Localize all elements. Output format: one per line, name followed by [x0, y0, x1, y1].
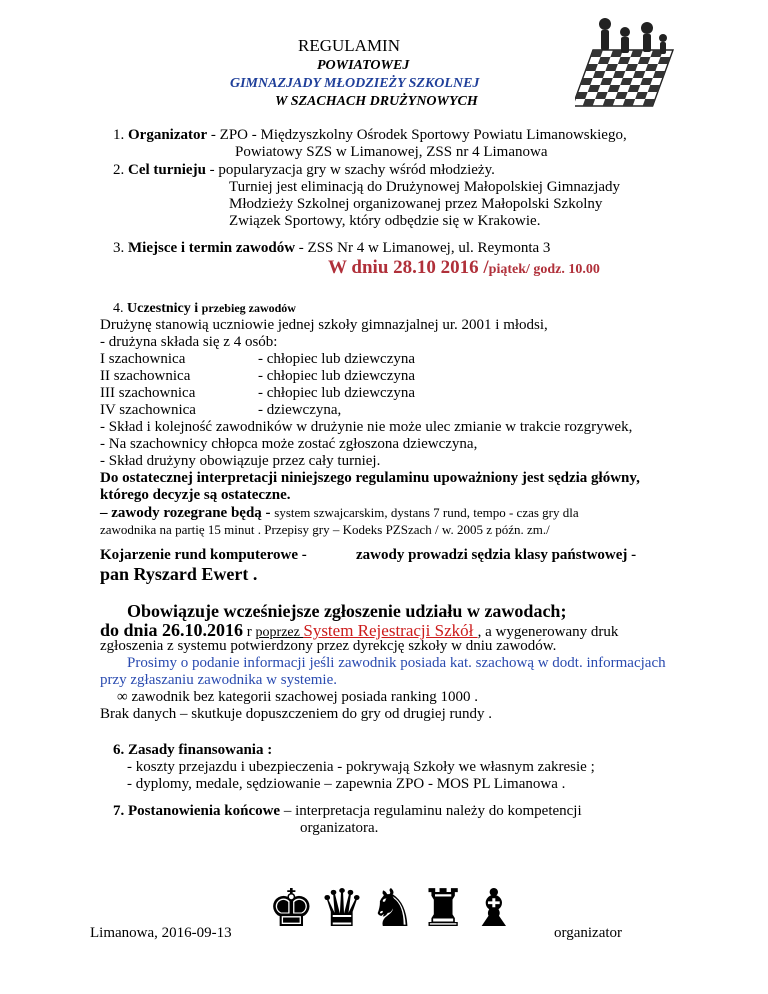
chess-queen-icon: ♛ — [318, 879, 366, 939]
subtitle-line3: W SZACHACH DRUŻYNOWYCH — [275, 94, 478, 109]
section-6-line2: - dyplomy, medale, sędziowanie – zapewnia ZPO - MOS PL Limanowa . — [127, 776, 566, 792]
no-data-line: Brak danych – skutkuje dopuszczeniem do gry od drugiej rundy . — [100, 706, 492, 722]
section-7: 7. Postanowienia końcowe – interpretacja regulaminu należy do kompetencji — [113, 803, 582, 819]
section-3: 3. Miejsce i termin zawodów - ZSS Nr 4 w Limanowej, ul. Reymonta 3 — [113, 240, 551, 256]
registration-deadline: do dnia 26.10.2016 r poprzez System Rejestracji Szkół , a wygenerowany druk — [100, 620, 619, 640]
doc-title: REGULAMIN — [298, 36, 400, 55]
section-2-line4: Związek Sportowy, który odbędzie się w Krakowie. — [229, 213, 541, 229]
chess-board-illustration — [575, 10, 675, 118]
registration-heading: Obowiązuje wcześniejsze zgłoszenie udziału w zawodach; — [127, 601, 567, 621]
pairing-lead: Kojarzenie rund komputerowe - — [100, 547, 307, 563]
section-7-line2: organizatora. — [300, 820, 379, 836]
infinity-icon: ∞ — [117, 689, 128, 705]
rule-line-1: - Skład i kolejność zawodników w drużynie nie może ulec zmianie w trakcie rozgrywek, — [100, 419, 633, 435]
section-6-heading: 6. Zasady finansowania : — [113, 742, 273, 758]
chess-knight-icon: ♞ — [369, 879, 416, 939]
subtitle-line2: GIMNAZJADY MŁODZIEŻY SZKOLNEJ — [230, 76, 480, 91]
board-2-who: - chłopiec lub dziewczyna — [258, 368, 416, 384]
board-1: I szachownica — [100, 351, 186, 367]
board-2: II szachownica — [100, 368, 191, 384]
section-1: 1. Organizator - ZPO - Międzyszkolny Ośrodek Sportowy Powiatu Limanowskiego, — [113, 127, 627, 143]
section-2: 2. Cel turnieju - popularyzacja gry w szachy wśród młodzieży. — [113, 162, 495, 178]
registration-line2: zgłoszenia z systemu potwierdzony przez dyrekcję szkoły w dniu zawodów. — [100, 638, 557, 654]
game-system-line: – zawody rozegrane będą - system szwajcarskim, dystans 7 rund, tempo - czas gry dla — [100, 505, 579, 521]
section-1-line2: Powiatowy SZS w Limanowej, ZSS nr 4 Limanowa — [235, 144, 548, 160]
board-3-who: - chłopiec lub dziewczyna — [258, 385, 416, 401]
board-3: III szachownica — [100, 385, 196, 401]
section-2-line3: Młodzieży Szkolnej organizowanej przez Małopolski Szkolny — [229, 196, 603, 212]
chess-pieces-row — [268, 879, 518, 939]
section-3-label: Miejsce i termin zawodów — [128, 240, 296, 256]
signature-label: organizator — [554, 925, 623, 941]
eligibility-line: Drużynę stanowią uczniowie jednej szkoły gimnazjalnej ur. 2001 i młodsi, — [100, 317, 548, 333]
board-4: IV szachownica — [100, 402, 196, 418]
section-6-line1: - koszty przejazdu i ubezpieczenia - pokrywają Szkoły we własnym zakresie ; — [127, 759, 595, 775]
interpretation-bold-2: którego decyzje są ostateczne. — [100, 487, 291, 503]
subtitle-line1: POWIATOWEJ — [317, 58, 410, 73]
board-4-who: - dziewczyna, — [258, 402, 342, 418]
section-1-label: Organizator — [128, 127, 208, 143]
chess-king-icon: ♚ — [268, 879, 315, 939]
rules-line-2: zawodnika na partię 15 minut . Przepisy gry – Kodeks PZSzach / w. 2005 z późn. zm./ — [100, 522, 550, 537]
pairing-rest: zawody prowadzi sędzia klasy państwowej - — [356, 547, 637, 563]
section-2-line2: Turniej jest eliminacją do Drużynowej Małopolskiej Gimnazjady — [229, 179, 621, 195]
judge-name: pan Ryszard Ewert . — [100, 564, 258, 584]
system-rejestracji-link[interactable]: System Rejestracji Szkół — [303, 621, 478, 640]
info-note-2: przy zgłaszaniu zawodnika w systemie. — [100, 672, 338, 688]
event-date: W dniu 28.10 2016 /piątek/ godz. 10.00 — [328, 257, 600, 278]
section-4-heading: 4. Uczestnicy i przebieg zawodów — [113, 301, 296, 316]
chess-bishop-icon: ♝ — [470, 879, 518, 939]
info-note-1: Prosimy o podanie informacji jeśli zawodnik posiada kat. szachową w dodt. informacjach — [127, 655, 666, 671]
board-1-who: - chłopiec lub dziewczyna — [258, 351, 416, 367]
team-size-line: - drużyna składa się z 4 osób: — [100, 334, 278, 350]
ranking-line: ∞ zawodnik bez kategorii szachowej posiada ranking 1000 . — [117, 689, 479, 705]
section-2-label: Cel turnieju — [128, 162, 206, 178]
rule-line-2: - Na szachownicy chłopca może zostać zgłoszona dziewczyna, — [100, 436, 478, 452]
chess-rook-icon: ♜ — [419, 879, 467, 939]
rule-line-3: - Skład drużyny obowiązuje przez cały turniej. — [100, 453, 381, 469]
section-7-label: Postanowienia końcowe — [128, 803, 281, 819]
interpretation-bold-1: Do ostatecznej interpretacji niniejszego regulaminu upoważniony jest sędzia główny, — [100, 470, 640, 486]
place-date: Limanowa, 2016-09-13 — [90, 925, 232, 941]
